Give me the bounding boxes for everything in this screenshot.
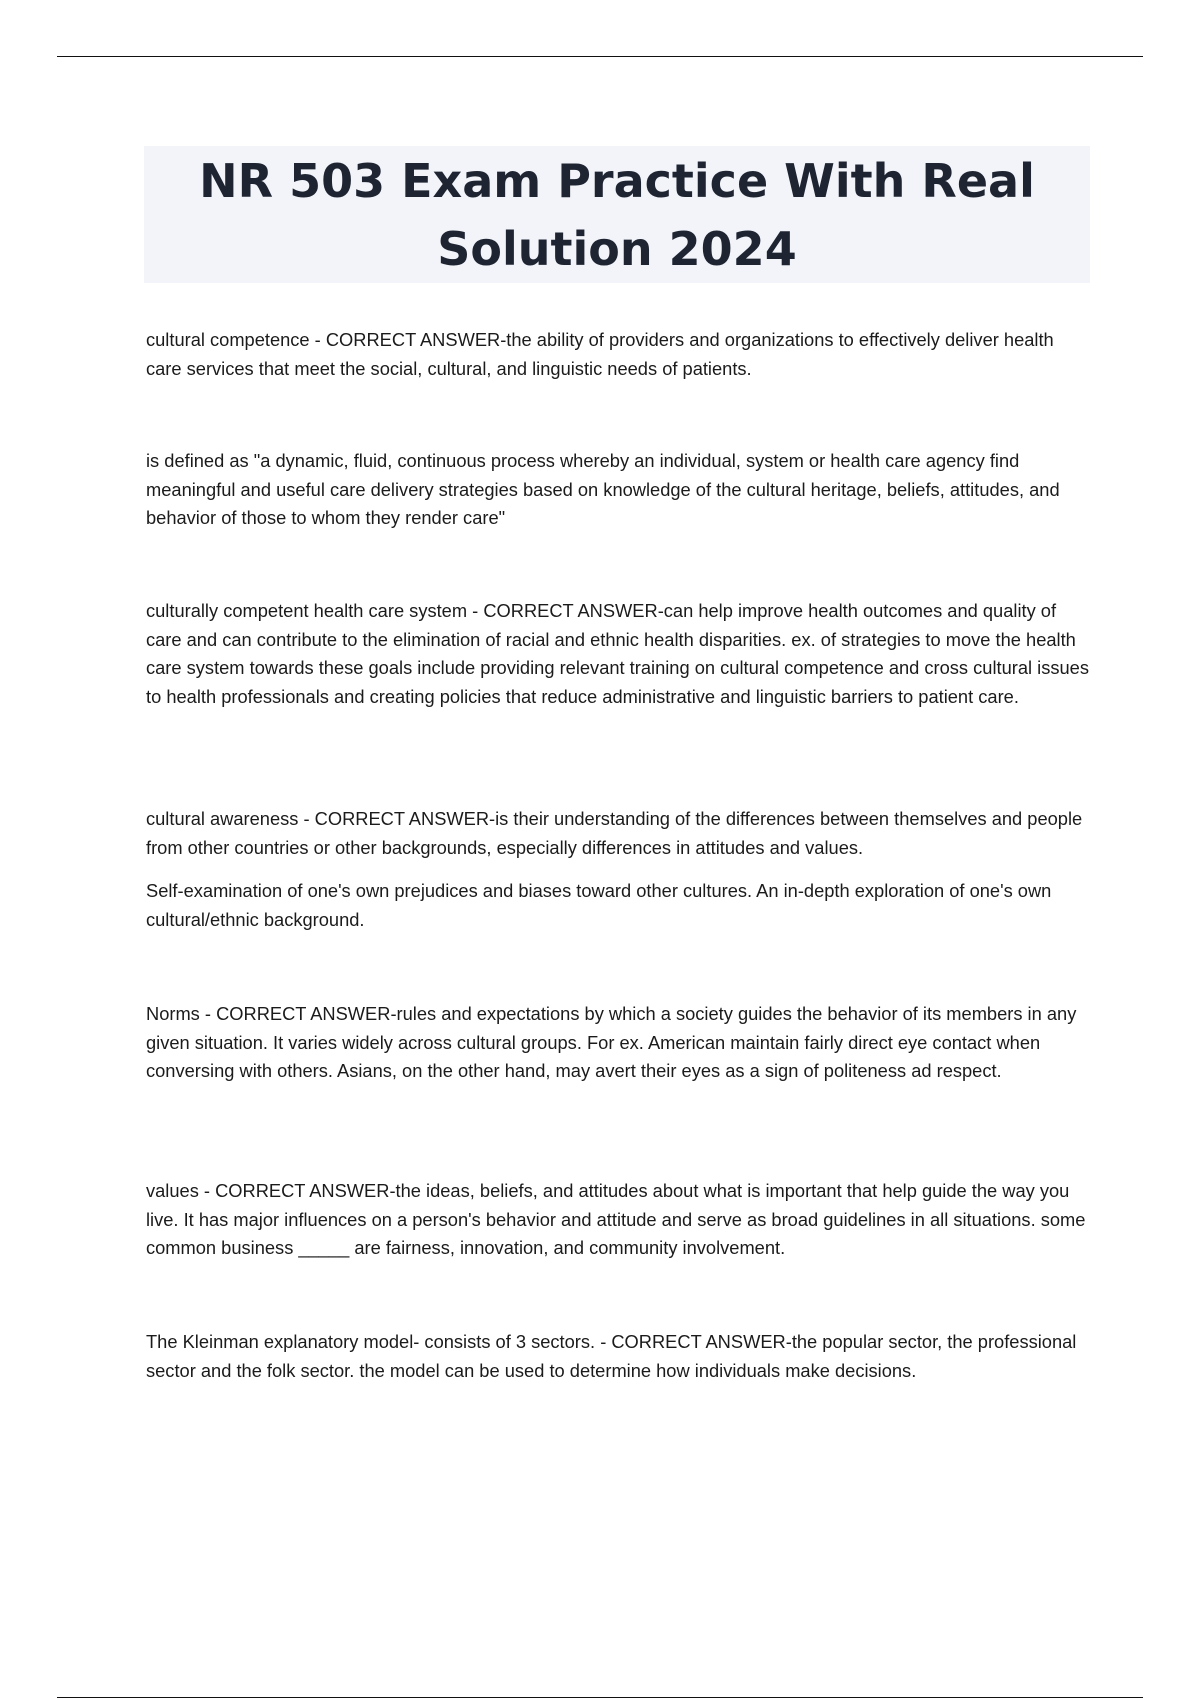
title-banner	[144, 146, 1090, 283]
qa-entry-self-examination: Self-examination of one's own prejudices and biases toward other cultures. An in-depth exploration of one's own cultural/ethnic background.	[146, 880, 1052, 930]
qa-entry-values: values - CORRECT ANSWER-the ideas, beliefs, and attitudes about what is important that help guide the way you live. It has major influences on a person's behavior and attitude and serve as broad guidelines in all situations. some common business _____ are fairness, innovation, and community involvement.	[146, 1180, 1086, 1258]
qa-entry-kleinman-model: The Kleinman explanatory model- consists of 3 sectors. - CORRECT ANSWER-the popular sector, the professional sector and the folk sector. the model can be used to determine how individuals make decisions.	[146, 1331, 1077, 1381]
page-title-line-2: Solution 2024	[437, 221, 797, 276]
top-rule	[57, 56, 1143, 57]
qa-entry-definition: is defined as "a dynamic, fluid, continuous process whereby an individual, system or health care agency find meaningful and useful care delivery strategies based on knowledge of the cultural heritage, beliefs, attitudes, and behavior of those to whom they render care"	[146, 450, 1060, 528]
qa-entry-cultural-competence: cultural competence - CORRECT ANSWER-the ability of providers and organizations to effectively deliver health care services that meet the social, cultural, and linguistic needs of patients.	[146, 329, 1054, 379]
qa-entry-cultural-awareness: cultural awareness - CORRECT ANSWER-is their understanding of the differences between themselves and people from other countries or other backgrounds, especially differences in attitudes and values.	[146, 808, 1083, 858]
qa-entry-culturally-competent-system: culturally competent health care system - CORRECT ANSWER-can help improve health outcomes and quality of care and can contribute to the elimination of racial and ethnic health disparities. ex. of strategies to move the health care system towards these goals include providing relevant training on cultural competence and cross cultural issues to health professionals and creating policies that reduce administrative and linguistic barriers to patient care.	[146, 600, 1089, 707]
bottom-rule	[57, 1697, 1143, 1698]
qa-entry-norms: Norms - CORRECT ANSWER-rules and expectations by which a society guides the behavior of its members in any given situation. It varies widely across cultural groups. For ex. American maintain fairly direct eye contact when conversing with others. Asians, on the other hand, may avert their eyes as a sign of politeness ad respect.	[146, 1003, 1077, 1081]
page-title-line-1: NR 503 Exam Practice With Real	[199, 153, 1035, 208]
